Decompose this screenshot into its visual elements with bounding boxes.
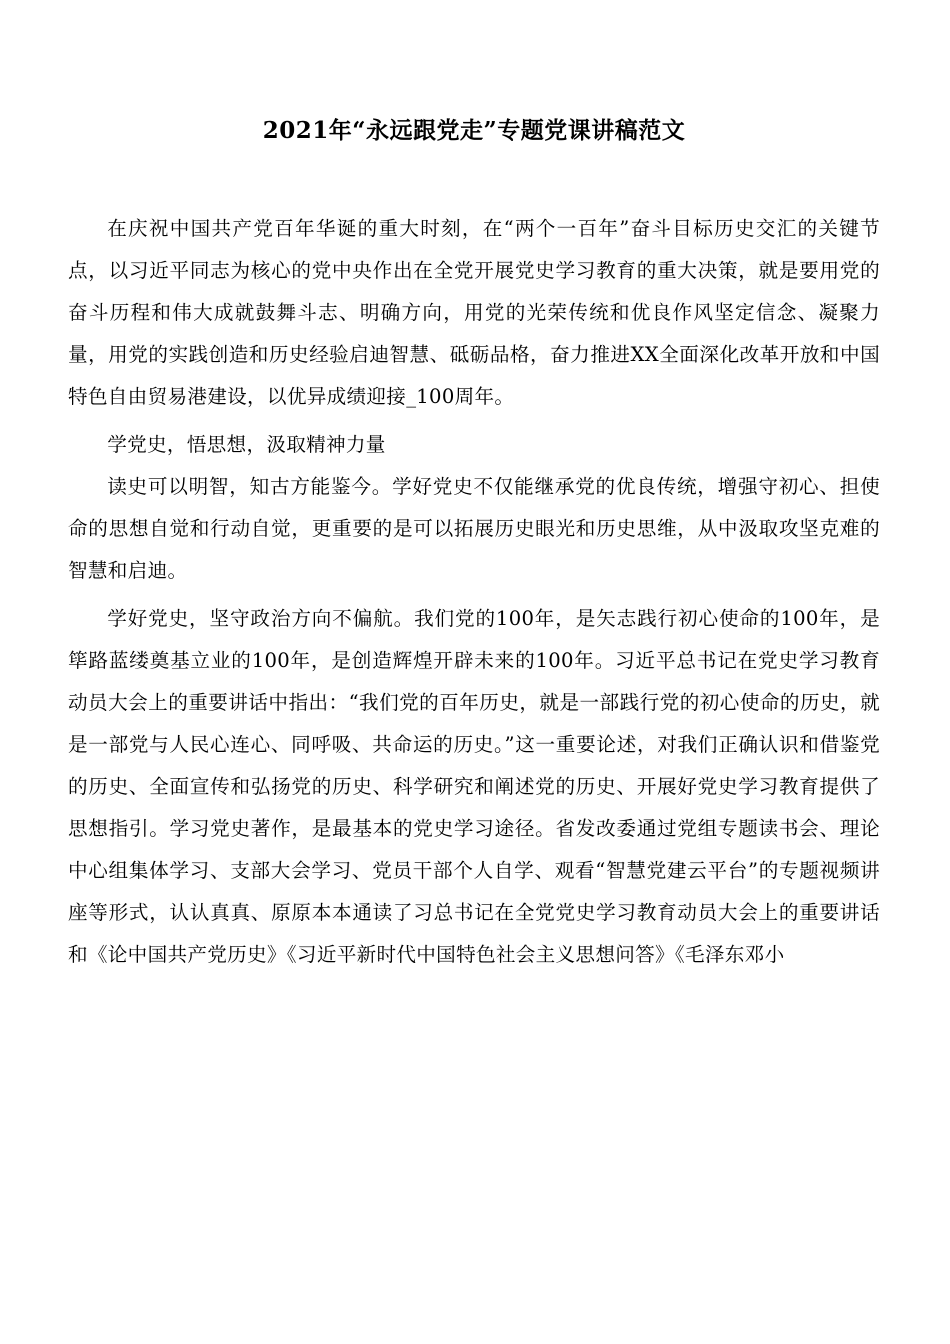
document-body [68,208,880,982]
paragraph-reading-history: 读史可以明智，知古方能鉴今。学好党史不仅能继承党的优良传统，增强守初心、担使命的思想自觉和行动自觉，更重要的是可以拓展历史眼光和历史思维，从中汲取攻坚克难的智慧和启迪。 [68,475,880,582]
section-heading: 学党史，悟思想，汲取精神力量 [107,433,386,456]
document-title: 2021年“永远跟党走”专题党课讲稿范文 [262,117,686,145]
paragraph-intro: 在庆祝中国共产党百年华诞的重大时刻，在“两个一百年”奋斗目标历史交汇的关键节点，以习近平同志为核心的党中央作出在全党开展党史学习教育的重大决策，就是要用党的奋斗历程和伟大成就鼓舞斗志、明确方向，用党的光荣传统和优良作风坚定信念、凝聚力量，用党的实践创造和历史经验启迪智慧、砥砺品格，奋力推进XX全面深化改革开放和中国特色自由贸易港建设，以优异成绩迎接_100周年。 [68,217,880,408]
paragraph-political-direction: 学好党史，坚守政治方向不偏航。我们党的100年，是矢志践行初心使命的100年，是筚路蓝缕奠基立业的100年，是创造辉煌开辟未来的100年。习近平总书记在党史学习教育动员大会上的重要讲话中指出：“我们党的百年历史，就是一部践行党的初心使命的历史，就是一部党与人民心连心、同呼吸、共命运的历史。”这一重要论述，对我们正确认识和借鉴党的历史、全面宣传和弘扬党的历史、科学研究和阐述党的历史、开展好党史学习教育提供了思想指引。学习党史著作，是最基本的党史学习途径。省发改委通过党组专题读书会、理论中心组集体学习、支部大会学习、党员干部个人自学、观看“智慧党建云平台”的专题视频讲座等形式，认认真真、原原本本通读了习总书记在全党党史学习教育动员大会上的重要讲话和《论中国共产党历史》《习近平新时代中国特色社会主义思想问答》《毛泽东邓小 [68,607,880,966]
